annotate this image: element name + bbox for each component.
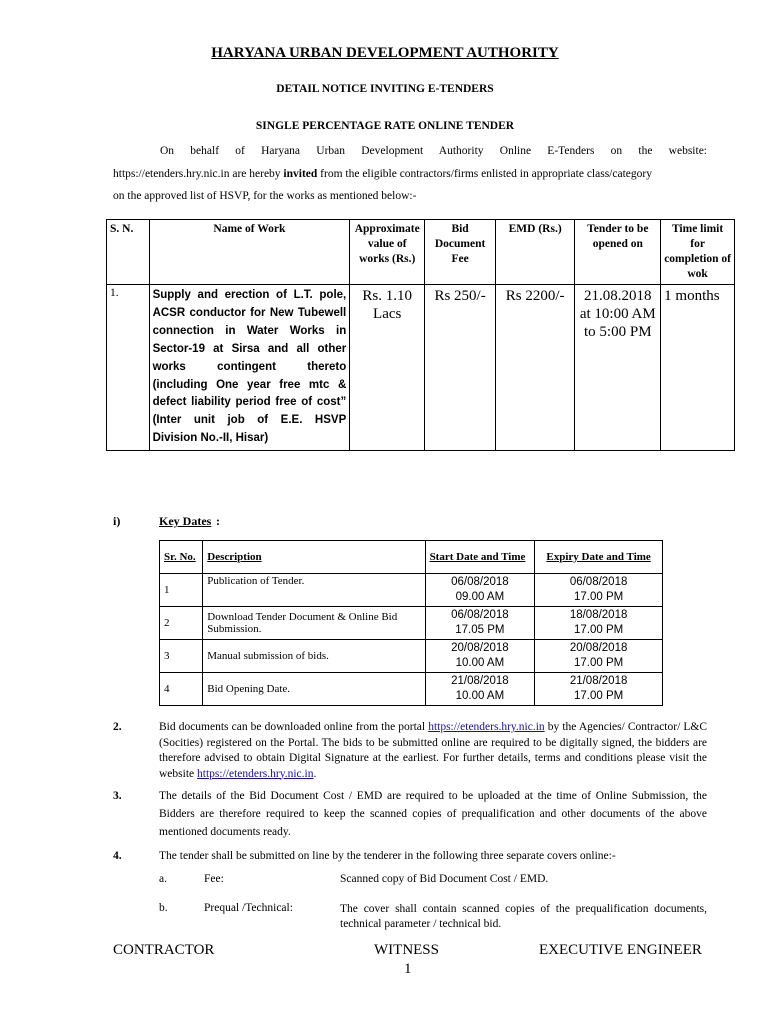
kd-end-time: 17.00 PM <box>573 624 624 636</box>
kd-start-date: 06/08/2018 <box>451 576 509 588</box>
row-bid-fee: Rs 250/- <box>425 285 496 451</box>
header-sn: S. N. <box>107 220 150 285</box>
cover-b-letter: b. <box>159 902 168 914</box>
kd-start-time: 17.05 PM <box>455 624 505 636</box>
kd-start-time: 10.00 AM <box>455 690 505 702</box>
intro-line-2 <box>113 163 707 186</box>
works-table-header <box>107 220 735 285</box>
kd-start-date: 20/08/2018 <box>451 642 509 654</box>
key-dates-colon: : <box>216 514 220 528</box>
para-3-number: 3. <box>113 790 122 802</box>
kd-description: Download Tender Document & Online Bid Submission. <box>203 607 425 640</box>
paragraph-4 <box>113 849 707 865</box>
kd-header-description: Description <box>203 541 425 574</box>
works-table <box>106 219 735 451</box>
cover-b-label: Prequal /Technical: <box>204 902 293 914</box>
kd-end-time: 17.00 PM <box>573 690 624 702</box>
tender-type: SINGLE PERCENTAGE RATE ONLINE TENDER <box>255 120 515 132</box>
kd-end-time: 17.00 PM <box>573 591 624 603</box>
cover-a-label: Fee: <box>204 873 224 885</box>
row-time-limit: 1 months <box>661 285 735 451</box>
notice-subtitle: DETAIL NOTICE INVITING E-TENDERS <box>276 83 494 95</box>
table-row <box>160 673 663 706</box>
kd-start-time: 10.00 AM <box>455 657 505 669</box>
kd-end-date: 20/08/2018 <box>569 642 628 654</box>
row-approx-value: Rs. 1.10 Lacs <box>350 285 425 451</box>
kd-end-time: 17.00 PM <box>573 657 624 669</box>
row-tender-opened: 21.08.2018 at 10:00 AM to 5:00 PM <box>575 285 661 451</box>
kd-end-date: 21/08/2018 <box>569 675 628 687</box>
kd-header-expiry: Expiry Date and Time <box>535 541 663 574</box>
table-row <box>160 607 663 640</box>
kd-header-start: Start Date and Time <box>425 541 535 574</box>
kd-srno: 3 <box>160 640 203 673</box>
page-number: 1 <box>404 961 412 977</box>
footer-engineer: EXECUTIVE ENGINEER <box>539 942 702 958</box>
key-dates-label: i) <box>113 514 121 528</box>
table-row <box>160 574 663 607</box>
portal-link[interactable]: https://etenders.hry.nic.in <box>428 721 545 733</box>
para-4-text: The tender shall be submitted on line by the tenderer in the following three separate covers online:- <box>159 850 616 862</box>
footer-witness: WITNESS <box>374 942 439 958</box>
cover-a-letter: a. <box>159 873 167 885</box>
key-dates-table <box>159 540 663 706</box>
para-2-number: 2. <box>113 721 122 733</box>
header-approx-value: Approximate value of works (Rs.) <box>350 220 425 285</box>
key-dates-title: Key Dates <box>159 514 212 528</box>
kd-expiry <box>535 673 663 706</box>
para-3-text: The details of the Bid Document Cost / EMD are required to be uploaded at the time of Online Submission, the Bidders are therefore required to keep the scanned copies of prequalification and other documents of the above mentioned documents ready. <box>159 790 707 838</box>
row-work-description: Supply and erection of L.T. pole, ACSR conductor for New Tubewell connection in Water Works in Sector-19 at Sirsa and all other works contingent thereto (including One year free mtc & defect liability period free of cost” (Inter unit job of E.E. HSVP Division No.-II, Hisar) <box>149 285 350 451</box>
kd-description: Bid Opening Date. <box>203 673 425 706</box>
kd-expiry <box>535 574 663 607</box>
kd-description: Publication of Tender. <box>203 574 425 607</box>
para-2-text <box>159 720 707 782</box>
intro-invited: invited <box>283 167 318 180</box>
row-sn: 1. <box>107 285 150 451</box>
kd-start <box>425 640 535 673</box>
kd-start-date: 21/08/2018 <box>451 675 509 687</box>
header-time-limit: Time limit for completion of wok <box>661 220 735 285</box>
para-2-pre: Bid documents can be downloaded online from the portal <box>159 721 429 733</box>
cover-b-description: The cover shall contain scanned copies of the prequalification documents, technical parameter / technical bid. <box>340 903 707 930</box>
kd-end-date: 06/08/2018 <box>569 576 628 588</box>
kd-start <box>425 607 535 640</box>
kd-end-date: 18/08/2018 <box>569 609 628 621</box>
intro-paragraph <box>113 140 707 208</box>
table-row <box>107 285 735 451</box>
header-bid-fee: Bid Document Fee <box>425 220 496 285</box>
kd-start-date: 06/08/2018 <box>451 609 509 621</box>
kd-start-time: 09.00 AM <box>455 591 505 603</box>
intro-line-1: On behalf of Haryana Urban Development Authority Online E-Tenders on the website: <box>160 145 707 157</box>
row-emd: Rs 2200/- <box>495 285 574 451</box>
header-tender-opened: Tender to be opened on <box>575 220 661 285</box>
website-link[interactable]: https://etenders.hry.nic.in <box>197 767 314 780</box>
para-2-post: . <box>313 767 317 780</box>
kd-srno: 2 <box>160 607 203 640</box>
para-4-number: 4. <box>113 850 122 862</box>
paragraph-3 <box>113 787 707 841</box>
intro-line-3: on the approved list of HSVP, for the works as mentioned below:- <box>113 190 417 202</box>
kd-srno: 4 <box>160 673 203 706</box>
kd-expiry <box>535 607 663 640</box>
header-name-of-work: Name of Work <box>149 220 350 285</box>
header-emd: EMD (Rs.) <box>495 220 574 285</box>
document-title: HARYANA URBAN DEVELOPMENT AUTHORITY <box>211 45 559 61</box>
intro-line-2-post: from the eligible contractors/firms enlisted in appropriate class/category <box>317 167 652 180</box>
kd-description: Manual submission of bids. <box>203 640 425 673</box>
kd-header-srno: Sr. No. <box>160 541 203 574</box>
paragraph-2 <box>113 720 707 782</box>
kd-start <box>425 574 535 607</box>
footer-contractor: CONTRACTOR <box>113 942 215 958</box>
kd-start <box>425 673 535 706</box>
kd-expiry <box>535 640 663 673</box>
cover-a-description: Scanned copy of Bid Document Cost / EMD. <box>340 873 549 885</box>
kd-srno: 1 <box>160 574 203 607</box>
para-2-mid: by the Agencies/ Contractor/ L&C (Socities) registered on the Portal. The bids to be submitted online are required to be digitally signed, the bidders are therefore advised to obtain Digital Signature at the earliest. For further details, terms and conditions please visit the website <box>159 721 707 780</box>
table-row <box>160 640 663 673</box>
key-dates-header <box>160 541 663 574</box>
intro-line-2-pre: https://etenders.hry.nic.in are hereby <box>113 167 284 180</box>
